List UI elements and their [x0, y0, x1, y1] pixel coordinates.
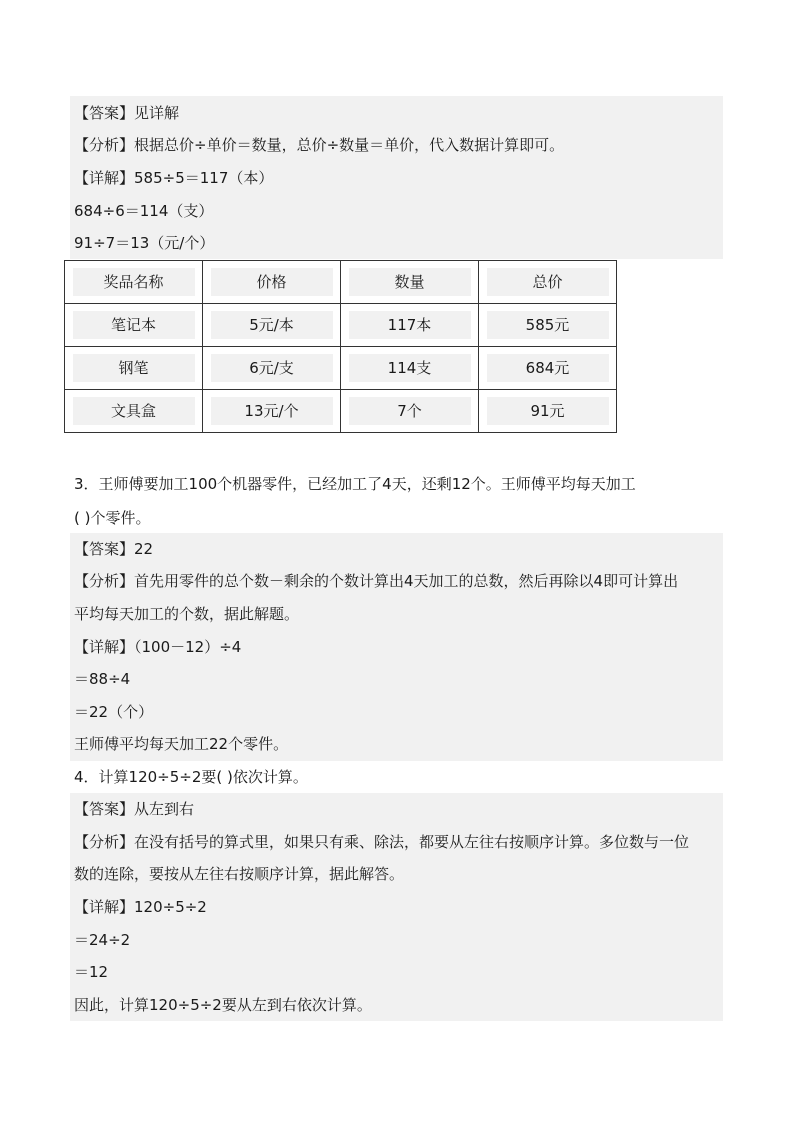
q4-answer: 【答案】从左到右 [74, 800, 195, 818]
table-cell: 7个 [349, 397, 471, 425]
table-cell: 6元/支 [211, 354, 333, 382]
q4-analysis-line-2: 数的连除，要按从左往右按顺序计算，据此解答。 [74, 865, 405, 883]
q2-detail-line-1: 【详解】585÷5＝117（本） [74, 169, 274, 187]
q2-detail-line-3: 91÷7＝13（元/个） [74, 234, 215, 252]
q3-detail-line-4: 王师傅平均每天加工22个零件。 [74, 735, 289, 753]
q3-answer: 【答案】22 [74, 540, 154, 558]
q3-detail-line-3: ＝22（个） [74, 703, 154, 721]
table-row [65, 304, 617, 347]
table-header-cell: 总价 [487, 268, 609, 296]
q2-answer: 【答案】见详解 [74, 104, 180, 122]
q4-detail-line-1: 【详解】120÷5÷2 [74, 898, 207, 916]
table-cell: 钢笔 [73, 354, 195, 382]
q3-detail-line-2: ＝88÷4 [74, 670, 131, 688]
table-cell: 117本 [349, 311, 471, 339]
table-header-cell: 价格 [211, 268, 333, 296]
table-cell: 笔记本 [73, 311, 195, 339]
table-cell: 114支 [349, 354, 471, 382]
prize-table [64, 260, 617, 433]
q3-question-line-1: 3．王师傅要加工100个机器零件，已经加工了4天，还剩12个。王师傅平均每天加工 [74, 475, 636, 493]
table-header-cell: 奖品名称 [73, 268, 195, 296]
q4-detail-line-2: ＝24÷2 [74, 931, 131, 949]
q4-detail-line-4: 因此，计算120÷5÷2要从左到右依次计算。 [74, 996, 372, 1014]
q3-analysis-line-2: 平均每天加工的个数，据此解题。 [74, 605, 300, 623]
q3-analysis-line-1: 【分析】首先用零件的总个数－剩余的个数计算出4天加工的总数，然后再除以4即可计算出 [74, 572, 679, 590]
q4-analysis-line-1: 【分析】在没有括号的算式里，如果只有乘、除法，都要从左往右按顺序计算。多位数与一位 [74, 833, 690, 851]
table-cell: 文具盒 [73, 397, 195, 425]
q4-question: 4．计算120÷5÷2要( )依次计算。 [74, 768, 308, 786]
table-cell: 13元/个 [211, 397, 333, 425]
q4-detail-line-3: ＝12 [74, 963, 109, 981]
q2-detail-line-2: 684÷6＝114（支） [74, 202, 214, 220]
table-cell: 585元 [487, 311, 609, 339]
table-header-cell: 数量 [349, 268, 471, 296]
table-row [65, 347, 617, 390]
table-cell: 684元 [487, 354, 609, 382]
q3-question-line-2: ( )个零件。 [74, 509, 151, 527]
table-cell: 5元/本 [211, 311, 333, 339]
table-row [65, 390, 617, 433]
table-header-row [65, 261, 617, 304]
q3-detail-line-1: 【详解】（100－12）÷4 [74, 638, 242, 656]
q2-analysis: 【分析】根据总价÷单价＝数量，总价÷数量＝单价，代入数据计算即可。 [74, 136, 565, 154]
table-cell: 91元 [487, 397, 609, 425]
